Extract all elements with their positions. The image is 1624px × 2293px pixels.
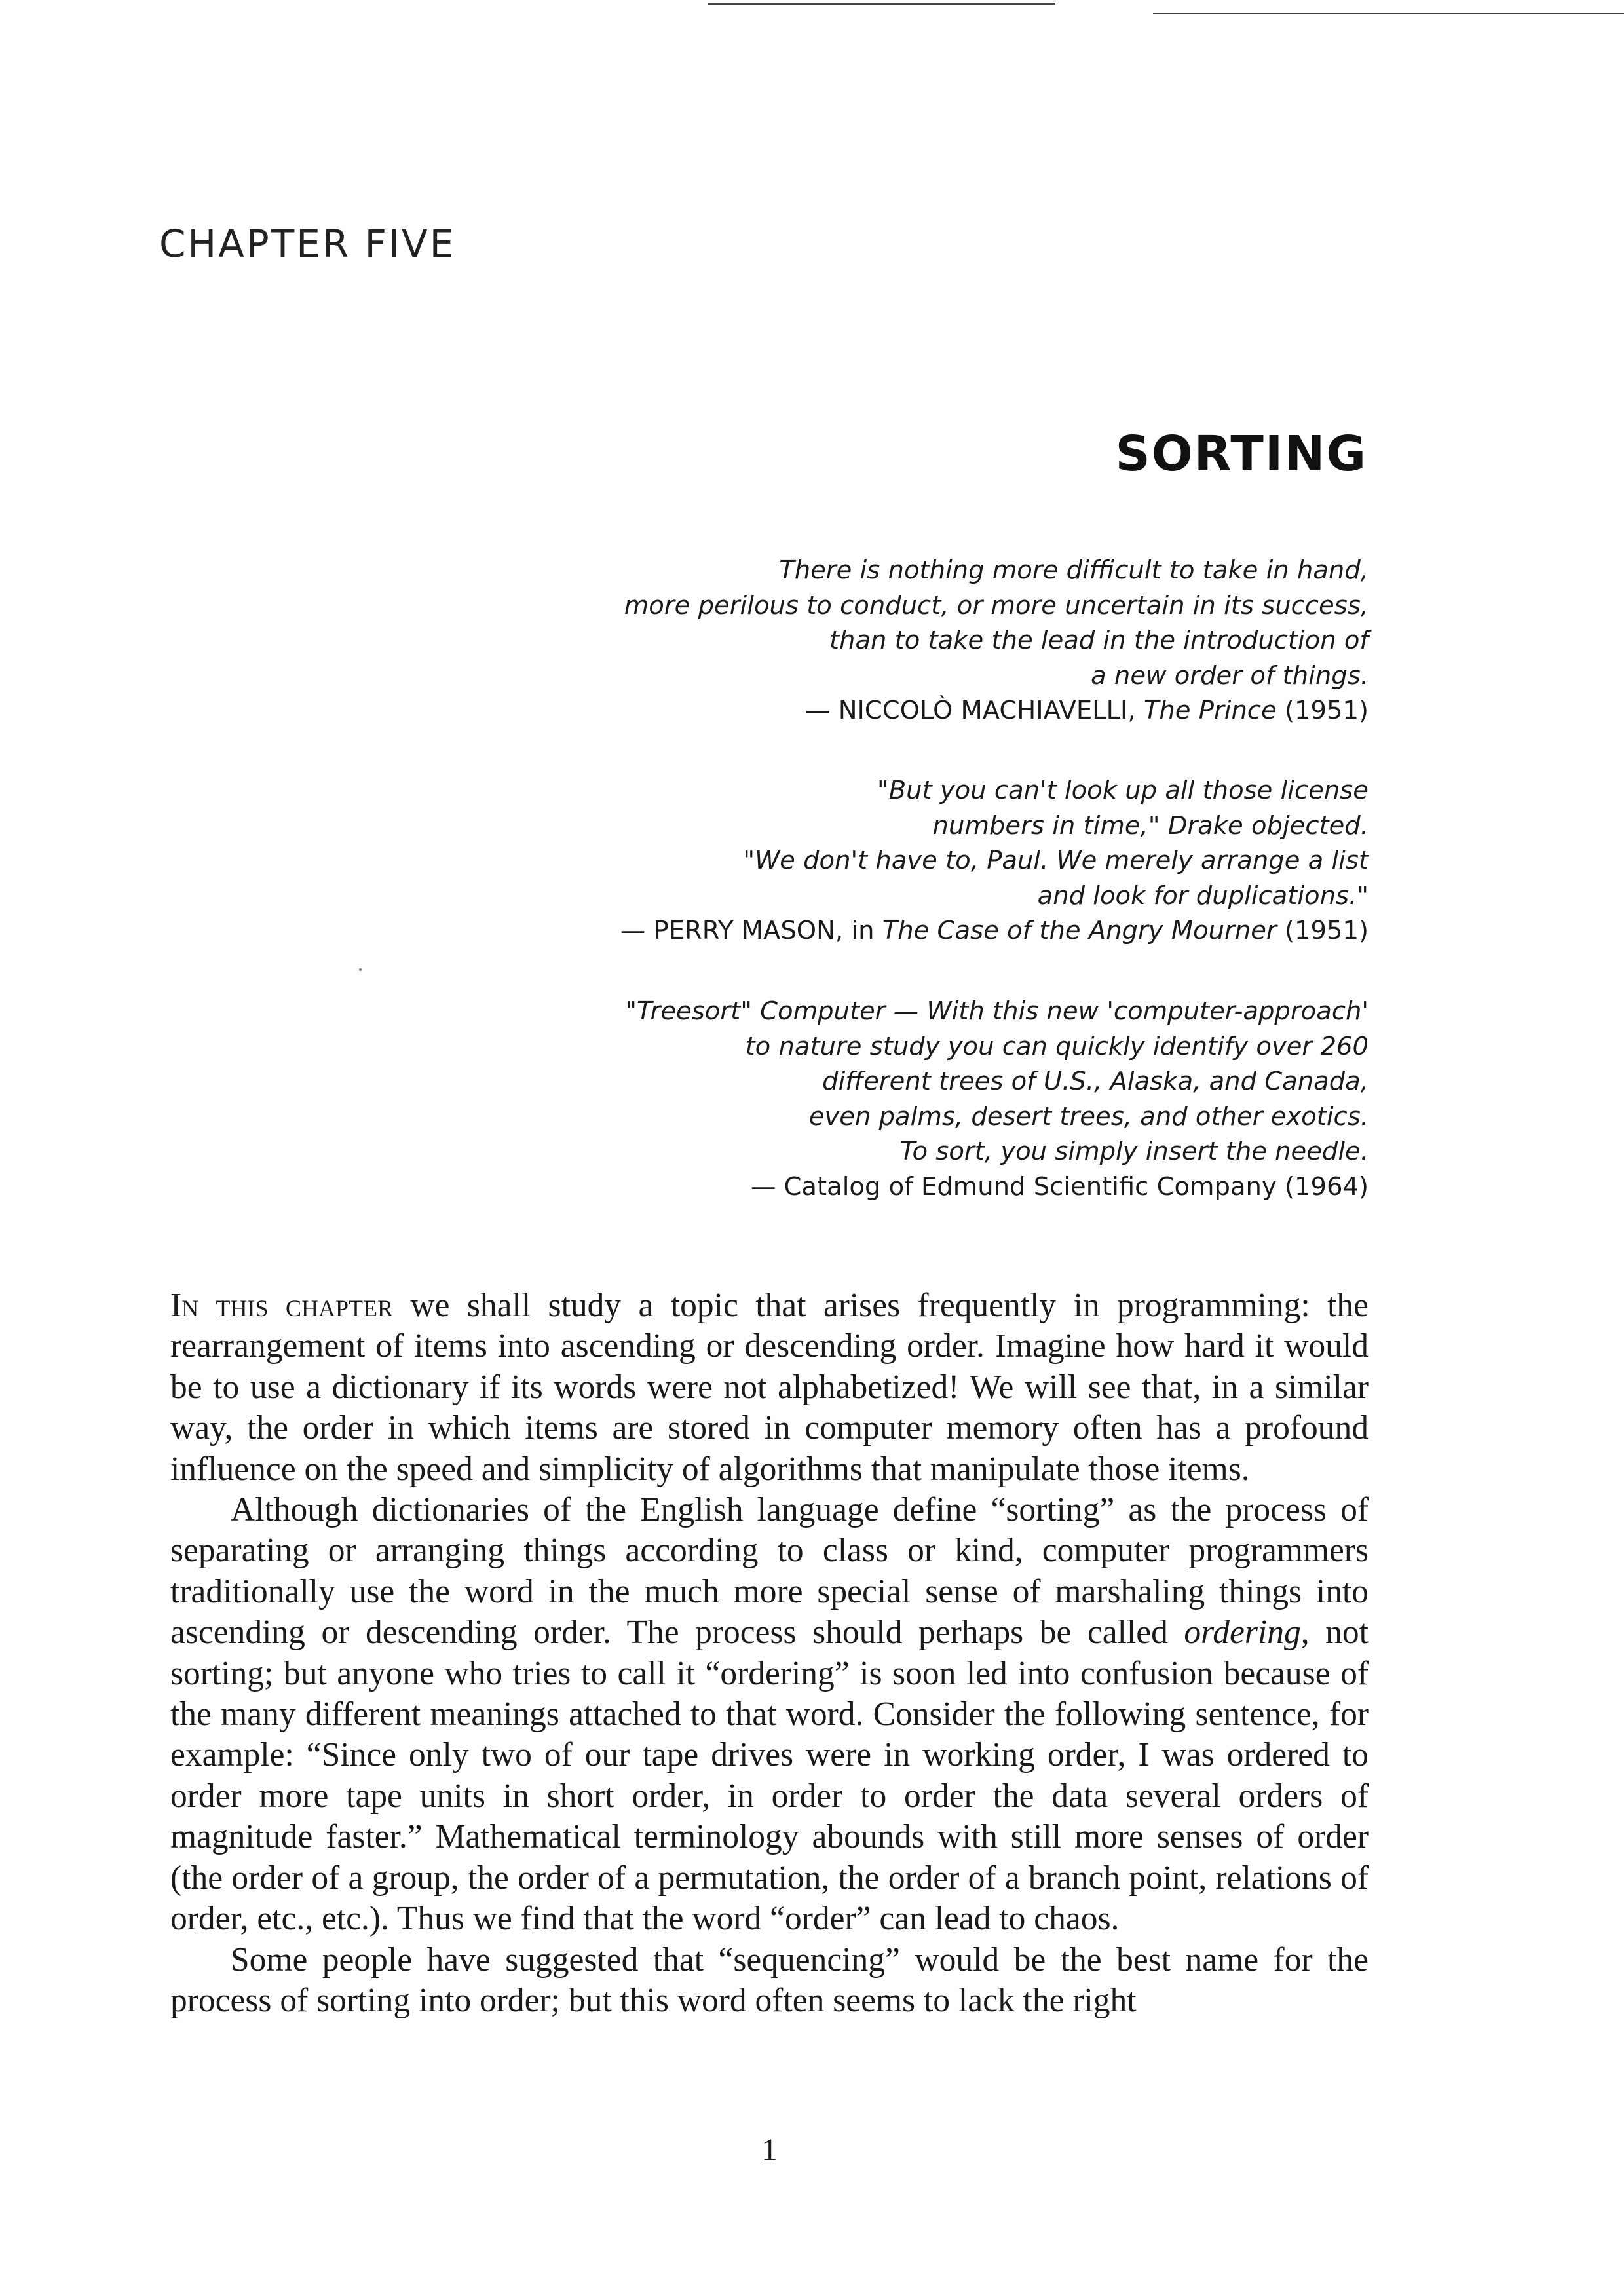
epigraph-line: "We don't have to, Paul. We merely arrange a list (743, 846, 1369, 875)
epigraph-line: than to take the lead in the introduction of (829, 626, 1369, 655)
paragraph-2 (170, 1490, 1369, 1939)
epigraph-line: "Treesort" Computer — With this new 'computer-approach' (625, 996, 1369, 1026)
paragraph-2-text-a: Although dictionaries of the English language define “sorting” as the process of separating or arranging things according to class or kind, computer programmers traditionally use the word in the much more special sense of marshaling things into ascending or descending order. The process should perhaps be called (170, 1491, 1369, 1652)
attribution-author: — NICCOLÒ MACHIAVELLI, (804, 696, 1144, 725)
epigraph-line: to nature study you can quickly identify over 260 (745, 1031, 1369, 1061)
epigraph-line: "But you can't look up all those license (877, 776, 1369, 805)
emphasis-ordering: ordering (1184, 1614, 1301, 1652)
epigraph-perry-mason (620, 773, 1369, 949)
opening-small-caps: In this chapter (170, 1287, 393, 1324)
chapter-body (170, 1285, 1369, 2021)
epigraph-line: more perilous to conduct, or more uncertain in its success, (624, 590, 1369, 620)
epigraph-line: numbers in time," Drake objected. (932, 810, 1369, 841)
epigraph-line: To sort, you simply insert the needle. (899, 1137, 1369, 1166)
attribution-author: — PERRY MASON, in (620, 916, 882, 945)
paragraph-2-text-b: , not sorting; but anyone who tries to call it “ordering” is soon led into confusion because of the many different meanings attached to that word. Consider the following sentence, for example: “Since only two of our tape drives were in working order, I was ordered to order more tape units in short order, in order to order the data several orders of magnitude faster.” Mathematical terminology abounds with still more senses of order (the order of a group, the order of a permutation, the order of a branch point, relations of order, etc., etc.). Thus we find that the word “order” can lead to chaos. (170, 1614, 1369, 1938)
paragraph-3: Some people have suggested that “sequencing” would be the best name for the process of sorting into order; but this word often seems to lack the right (170, 1941, 1369, 2019)
epigraph-line: different trees of U.S., Alaska, and Canada, (822, 1067, 1369, 1096)
chapter-label: CHAPTER FIVE (159, 221, 456, 266)
epigraph-line: even palms, desert trees, and other exotics. (808, 1101, 1369, 1131)
attribution-author: — Catalog of Edmund Scientific Company (1964) (750, 1171, 1369, 1202)
epigraph-attribution (625, 1169, 1369, 1205)
attribution-year: (1951) (1276, 696, 1369, 725)
top-scan-rule-right (1153, 13, 1624, 14)
epigraph-attribution (624, 693, 1369, 729)
epigraph-line: a new order of things. (1091, 660, 1369, 691)
page-number: 1 (761, 2132, 778, 2167)
attribution-work: The Prince (1143, 696, 1277, 725)
paragraph-1-text: we shall study a topic that arises frequently in programming: the rearrangement of items into ascending or descending order. Imagine how hard it would be to use a dictionary if its words were not alphabetized! We will see that, in a similar way, the order in which items are stored in computer memory often has a profound influence on the speed and simplicity of algorithms that manipulate those items. (170, 1287, 1369, 1488)
epigraph-line: There is nothing more difficult to take in hand, (779, 556, 1369, 585)
attribution-year: (1951) (1276, 916, 1369, 945)
attribution-work: The Case of the Angry Mourner (882, 916, 1277, 945)
chapter-title: SORTING (1115, 426, 1367, 482)
epigraph-line: and look for duplications." (1037, 881, 1369, 911)
top-scan-rule-left (708, 3, 1055, 5)
epigraph-attribution (620, 913, 1369, 949)
paragraph-1 (170, 1285, 1369, 1490)
epigraph-machiavelli (624, 553, 1369, 729)
epigraph-edmund-catalog (625, 994, 1369, 1204)
scan-speck (359, 968, 362, 971)
